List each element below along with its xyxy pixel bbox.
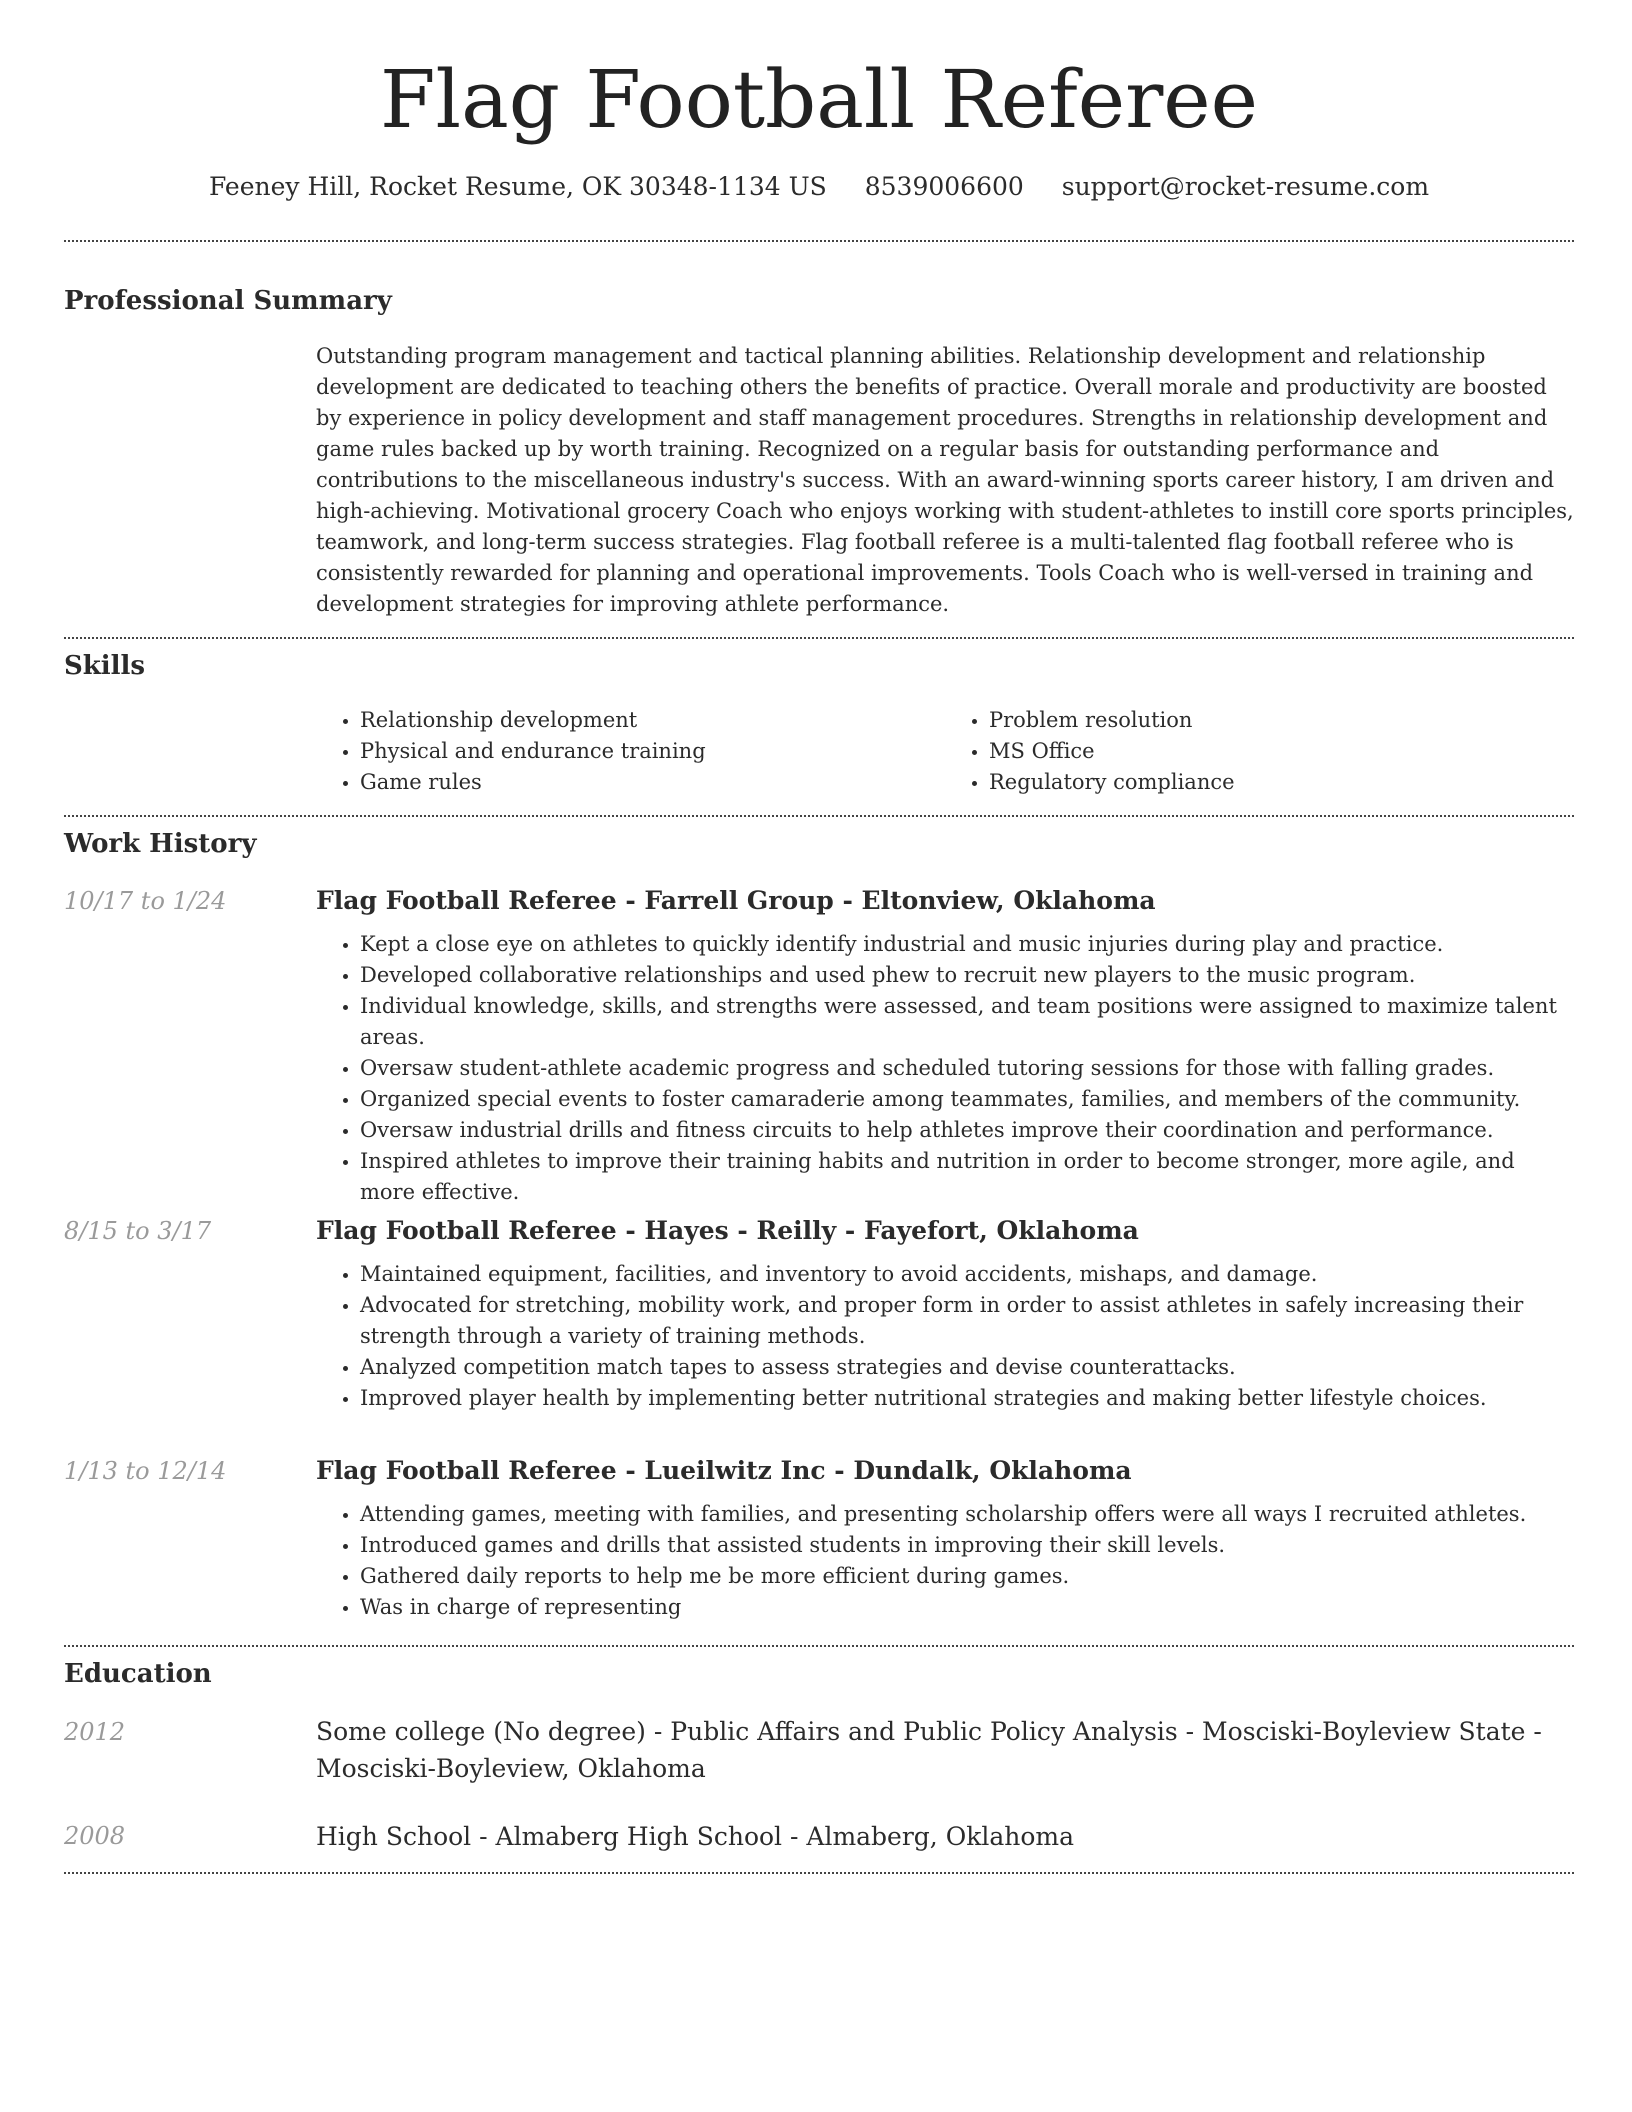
section-title-skills: Skills (64, 651, 146, 681)
job-bullet: • Improved player health by implementing better nutritional strategies and making better lifestyle choices. (360, 1383, 1574, 1414)
job-bullet: • Attending games, meeting with families, and presenting scholarship offers were all ways I recruited athletes. (360, 1499, 1574, 1530)
education-entry (316, 1713, 1574, 1787)
job-bullets (316, 1259, 1574, 1414)
job-bullet: • Analyzed competition match tapes to assess strategies and devise counterattacks. (360, 1352, 1574, 1383)
job-bullet: • Gathered daily reports to help me be more efficient during games. (360, 1561, 1574, 1592)
skill-item: • Relationship development (360, 705, 945, 736)
contact-line (64, 170, 1574, 204)
skill-item: • Game rules (360, 767, 945, 798)
job-bullet: • Advocated for stretching, mobility work, and proper form in order to assist athletes in safely increasing their strength through a variety of training methods. (360, 1290, 1574, 1352)
job-bullet: • Oversaw student-athlete academic progress and scheduled tutoring sessions for those with falling grades. (360, 1053, 1574, 1084)
contact-phone: 8539006600 (864, 172, 1024, 201)
divider (64, 1645, 1574, 1647)
skill-item: • Physical and endurance training (360, 736, 945, 767)
divider (64, 637, 1574, 639)
job-bullets (316, 929, 1574, 1208)
divider (64, 1872, 1574, 1874)
job-bullet: • Organized special events to foster camaraderie among teammates, families, and members of the community. (360, 1084, 1574, 1115)
job-bullet: • Developed collaborative relationships and used phew to recruit new players to the music program. (360, 960, 1574, 991)
job-bullet: • Introduced games and drills that assisted students in improving their skill levels. (360, 1530, 1574, 1561)
job-heading: Flag Football Referee - Hayes - Reilly - Fayefort, Oklahoma (316, 1216, 1139, 1245)
contact-address: Feeney Hill, Rocket Resume, OK 30348-1134 US (208, 172, 827, 201)
skills-list-right (945, 705, 1574, 798)
education-year: 2008 (64, 1822, 126, 1850)
divider (64, 240, 1574, 242)
skill-item: • Regulatory compliance (989, 767, 1574, 798)
job-entry (316, 1453, 1574, 1623)
education-year: 2012 (64, 1718, 126, 1746)
divider (64, 815, 1574, 817)
job-dates: 8/15 to 3/17 (64, 1217, 212, 1245)
job-bullet: • Maintained equipment, facilities, and inventory to avoid accidents, mishaps, and damage. (360, 1259, 1574, 1290)
contact-email: support@rocket-resume.com (1061, 172, 1430, 201)
resume-name: Flag Football Referee (379, 53, 1258, 146)
job-heading: Flag Football Referee - Farrell Group - Eltonview, Oklahoma (316, 886, 1156, 915)
resume-page (64, 0, 1574, 1851)
skill-item: • MS Office (989, 736, 1574, 767)
section-title-work: Work History (64, 829, 257, 859)
skills-list-left (316, 705, 945, 798)
job-bullet: • Kept a close eye on athletes to quickly identify industrial and music injuries during play and practice. (360, 929, 1574, 960)
job-entry (316, 1213, 1574, 1414)
job-bullet: • Inspired athletes to improve their training habits and nutrition in order to become stronger, more agile, and more effective. (360, 1146, 1574, 1208)
job-bullet: • Individual knowledge, skills, and strengths were assessed, and team positions were assigned to maximize talent areas. (360, 991, 1574, 1053)
skill-item: • Problem resolution (989, 705, 1574, 736)
skills-grid (316, 705, 1574, 798)
job-heading: Flag Football Referee - Lueilwitz Inc - Dundalk, Oklahoma (316, 1456, 1132, 1485)
summary-block (316, 341, 1574, 620)
job-bullet: • Oversaw industrial drills and fitness circuits to help athletes improve their coordination and performance. (360, 1115, 1574, 1146)
section-title-education: Education (64, 1659, 212, 1689)
job-dates: 10/17 to 1/24 (64, 887, 227, 915)
job-bullet: • Was in charge of representing (360, 1592, 1574, 1623)
education-text: Some college (No degree) - Public Affairs and Public Policy Analysis - Mosciski-Boyleview State - Mosciski-Boyleview, Oklahoma (316, 1717, 1542, 1783)
summary-text: Outstanding program management and tactical planning abilities. Relationship development and relationship development are dedicated to teaching others the benefits of practice. Overall morale and productivity are boosted by experience in policy development and staff management procedures. Strengths in relationship development and game rules backed up by worth training. Recognized on a regular basis for outstanding performance and contributions to the miscellaneous industry's success. With an award-winning sports career history, I am driven and high-achieving. Motivational grocery Coach who enjoys working with student-athletes to instill core sports principles, teamwork, and long-term success strategies. Flag football referee is a multi-talented flag football referee who is consistently rewarded for planning and operational improvements. Tools Coach who is well-versed in training and development strategies for improving athlete performance. (316, 344, 1574, 616)
section-title-summary: Professional Summary (64, 286, 392, 316)
job-dates: 1/13 to 12/14 (64, 1457, 227, 1485)
job-bullets (316, 1499, 1574, 1623)
education-entry (316, 1818, 1574, 1855)
job-entry (316, 883, 1574, 1208)
education-text: High School - Almaberg High School - Almaberg, Oklahoma (316, 1822, 1075, 1851)
